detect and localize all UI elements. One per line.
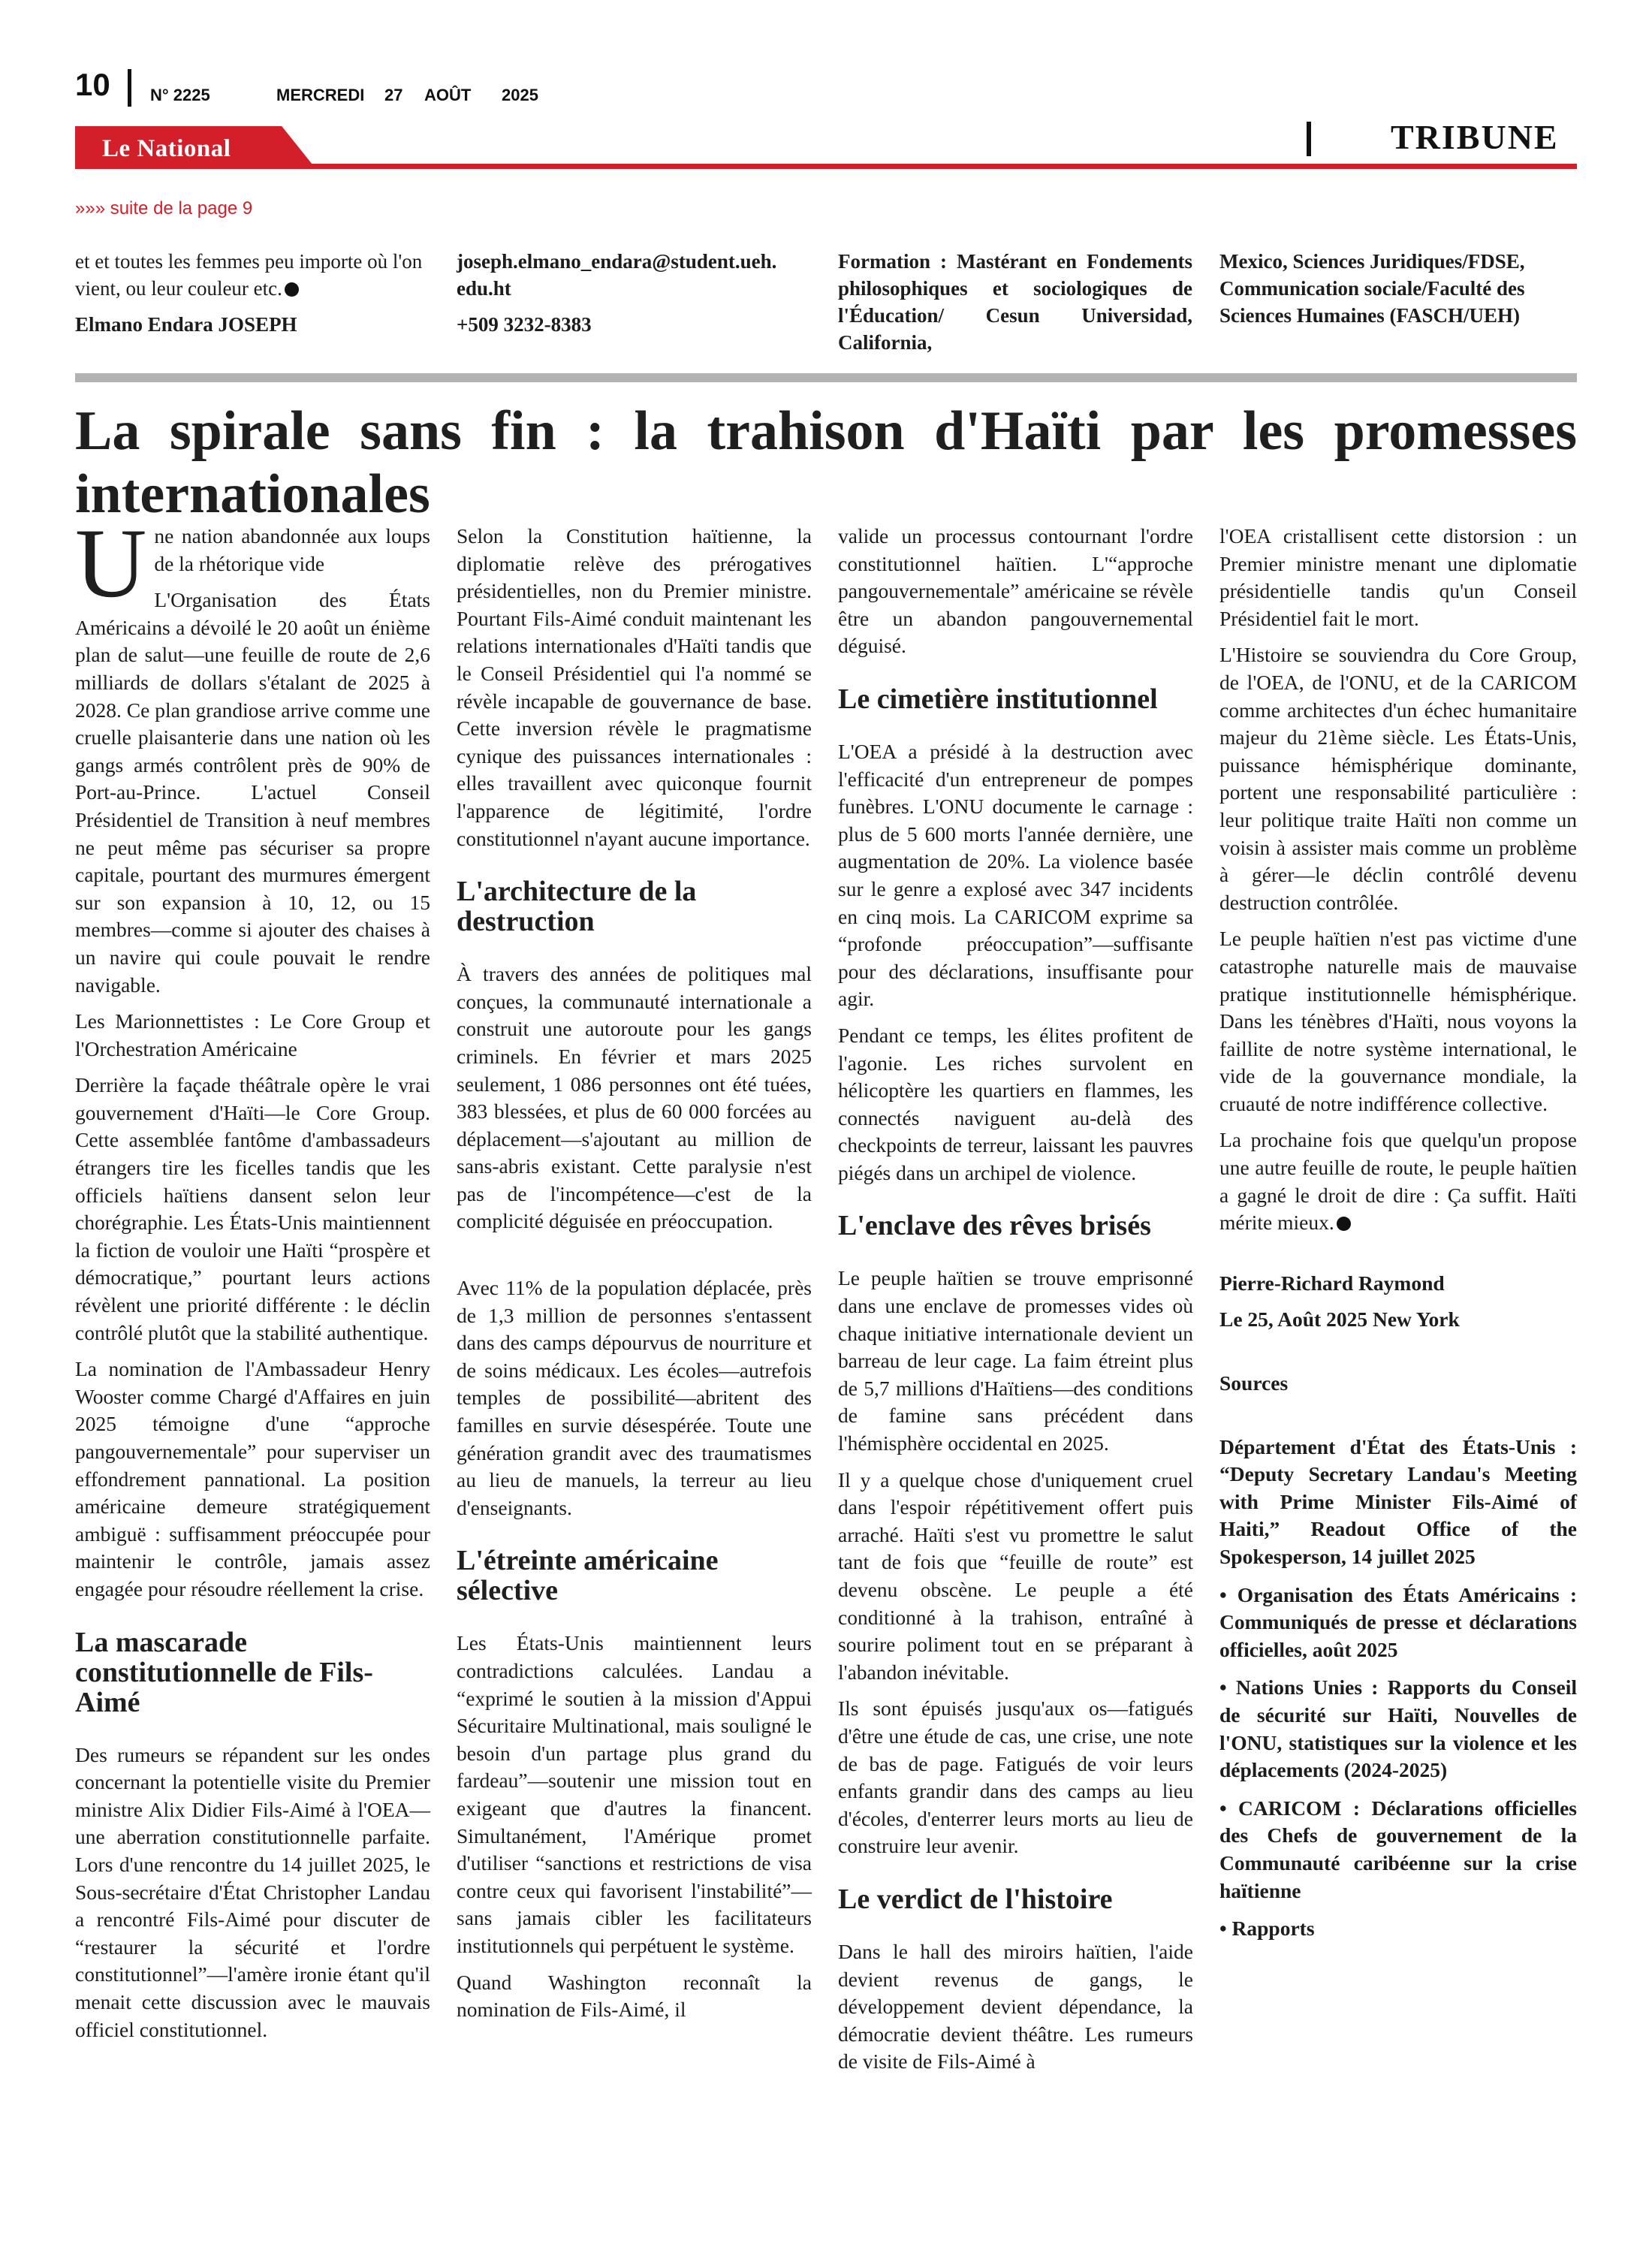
issue-month: AOÛT [424,86,472,104]
page-number: 10 [75,67,110,102]
author-formation [838,248,1192,356]
author-email: joseph.elmano_endara@student.ueh. edu.ht [457,250,777,300]
author-formation-text: Formation : Mastérant en Fondements philosophiques et sociologiques de l'Éducation/ Cesun Universidad, California, [838,250,1192,354]
previous-article-author: Elmano Endara JOSEPH [75,313,297,336]
subheading: L'architecture de la destruction [457,876,697,938]
subheading: Le cimetière institutionnel [838,683,1158,715]
previous-article-ending [75,248,430,338]
article-dateline: Le 25, Août 2025 New York [1219,1307,1460,1332]
header-red-rule [75,164,1577,169]
source-item: Département d'État des États-Unis : “Deputy Secretary Landau's Meeting with Prime Minister Fils-Aimé of Haiti,” Readout Office of the Spokesperson, 14 juillet 2025 [1219,1434,1577,1568]
article-author: Pierre-Richard Raymond [1219,1271,1445,1295]
paragraph: Derrière la façade théâtrale opère le vrai gouvernement d'Haïti—le Core Group. Cette assemblée fantôme d'ambassadeurs étrangers tire les ficelles tandis que les officiels haïtiens dansent selon leur chorégraphie. Les États-Unis maintiennent la fiction de vouloir une Haïti “prospère et démocratique,” pourtant leurs actions révèlent une priorité différente : le déclin contrôlé plutôt que la stabilité authentique. [75,1073,430,1344]
newspaper-brand: Le National [102,135,231,162]
end-of-article-dot-icon [285,282,299,297]
article-headline: La spirale sans fin : la trahison d'Haïti par les promesses internationales [75,400,1577,525]
paragraph: L'OEA a présidé à la destruction avec l'efficacité d'un entrepreneur de pompes funèbres. L'ONU documente le carnage : plus de 5 600 morts l'année dernière, une augmentation de 20%. La violence basée sur le genre a explosé avec 347 incidents en cinq mois. La CARICOM exprime sa “profonde préoccupation”—suffisante pour des déclarations, insuffisante pour agir. [838,739,1193,1011]
article-separator-rule [75,373,1577,382]
column-gap [457,1244,812,1274]
paragraph: Quand Washington reconnaît la nomination de Fils-Aimé, il [457,1970,812,2022]
source-item: • Rapports [1219,1917,1315,1941]
paragraph: Des rumeurs se répandent sur les ondes concernant la potentielle visite du Premier ministre Alix Didier Fils-Aimé à l'OEA—une aberration constitutionnelle parfaite. Lors d'une rencontre du 14 juillet 2025, le Sous-secrétaire d'État Christopher Landau a rencontré Fils-Aimé pour discuter de “restaurer la sécurité et l'ordre constitutionnel”—l'amère ironie étant qu'il menait cette discussion avec le mauvais officiel constitutionnel. [75,1742,430,2041]
page-number-divider [128,69,131,107]
paragraph: L'Organisation des États Américains a dévoilé le 20 août un énième plan de salut—une feuille de route de 2,6 milliards de dollars s'étalant de 2025 à 2028. Ce plan grandiose arrive comme une cruelle plaisanterie dans une nation où les gangs armés contrôlent près de 90% de Port-au-Prince. L'actuel Conseil Présidentiel de Transition à neuf membres ne peut même pas sécuriser sa propre capitale, pourtant des murmures émergent sur son expansion à 10, 12, ou 15 membres—comme si ajouter des chaises à un navire qui coule pouvait le rendre navigable. [75,588,430,997]
subheading: L'enclave des rêves brisés [838,1210,1151,1242]
paragraph: Il y a quelque chose d'uniquement cruel dans l'espoir répétitivement offert puis arraché. Haïti s'est vu promettre le salut tant de fois que “feuille de route” est devenu obscène. Le peuple a été conditionné à la trahison, entraîné à sourire poliment tout en se préparant à l'abandon inévitable. [838,1467,1193,1684]
section-name: TRIBUNE [1391,118,1559,156]
paragraph: À travers des années de politiques mal conçues, la communauté internationale a construit une autoroute pour les gangs criminels. En février et mars 2025 seulement, 1 086 personnes ont été tuées, 383 blessées, et plus de 60 000 forcées au déplacement—s'ajoutant au million de sans-abris existant. Cette paralysie n'est pas de l'incompétence—c'est de la complicité déguisée en préoccupation. [457,962,812,1233]
paragraph: valide un processus contournant l'ordre constitutionnel haïtien. L'“approche pangouvernementale” américaine se révèle être un abandon pangouvernemental déguisé. [838,524,1193,658]
paragraph: Selon la Constitution haïtienne, la diplomatie relève des prérogatives présidentielles, non du Premier ministre. Pourtant Fils-Aimé conduit maintenant les relations internationales d'Haïti tandis que le Conseil Présidentiel qui l'a nommé se révèle incapable de gouvernance de base. Cette inversion révèle le pragmatisme cynique des puissances internationales : elles travaillent avec quiconque fournit l'apparence de légitimité, l'ordre constitutionnel n'ayant aucune importance. [457,524,812,850]
paragraph: Les Marionnettistes : Le Core Group et l'Orchestration Américaine [75,1009,430,1060]
paragraph: Dans le hall des miroirs haïtien, l'aide devient revenus de gangs, le développement devient dépendance, la démocratie devient théâtre. Les rumeurs de visite de Fils-Aimé à [838,1939,1193,2074]
article-column-3 [838,523,1193,2085]
author-formation-text-cont: Mexico, Sciences Juridiques/FDSE, Communication sociale/Faculté des Sciences Humaines (FASCH/UEH) [1219,250,1525,327]
section-divider [1307,122,1311,156]
drop-cap: U [75,508,147,618]
sources-title: Sources [1219,1371,1289,1395]
issue-weekday: MERCREDI [276,86,365,104]
source-item: • CARICOM : Déclarations officielles des Chefs de gouvernement de la Communauté caribéenne sur la crise haïtienne [1219,1796,1577,1902]
sources-list [1219,1434,1577,1943]
paragraph: Les États-Unis maintiennent leurs contradictions calculées. Landau a “exprimé le soutien à la mission d'Appui Sécuritaire Multinational, mais souligné le besoin d'un partage plus grand du fardeau”—soutenir une mission tout en exigeant que d'autres la financent. Simultanément, l'Amérique promet d'utiliser “sanctions et restrictions de visa contre ceux qui favorisent l'instabilité”—sans jamais cibler les facilitateurs institutionnels qui perpétuent le système. [457,1631,812,1957]
author-formation-continued [1219,248,1577,329]
paragraph: La nomination de l'Ambassadeur Henry Wooster comme Chargé d'Affaires en juin 2025 témoigne d'une “approche pangouvernementale” pour superviser un effondrement pannational. La position américaine demeure stratégiquement ambiguë : suffisamment préoccupée pour maintenir le contrôle, jamais assez engagée pour résoudre réellement la crise. [75,1357,430,1600]
paragraph: Avec 11% de la population déplacée, près de 1,3 million de personnes s'entassent dans des camps dépourvus de nourriture et de soins médicaux. Les écoles—autrefois temples de possibilité—abritent des familles en survie désespérée. Toute une génération grandit avec des traumatismes au lieu de manuels, la terreur au lieu d'enseignants. [457,1276,812,1519]
paragraph: Le peuple haïtien se trouve emprisonné dans une enclave de promesses vides où chaque initiative internationale devient un barreau de leur cage. La faim étreint plus de 5,7 millions d'Haïtiens—des conditions de famine sans précédent dans l'hémisphère occidental en 2025. [838,1266,1193,1455]
paragraph: Le peuple haïtien n'est pas victime d'une catastrophe naturelle mais de mauvaise pratique institutionnelle hémisphérique. Dans les ténèbres d'Haïti, nous voyons la faillite de notre système international, le vide de la gouvernance mondiale, la cruauté de notre indifférence collective. [1219,927,1577,1115]
article-column-1 [75,508,430,2052]
continued-from-link: »»» suite de la page 9 [75,198,253,219]
previous-article-contact [457,248,809,338]
subheading: L'étreinte américaine sélective [457,1545,719,1607]
issue-year: 2025 [502,86,538,104]
source-item: • Organisation des États Américains : Communiqués de presse et déclarations officielles, août 2025 [1219,1582,1577,1661]
issue-day: 27 [384,86,403,104]
article-column-2 [457,523,812,2033]
author-phone: +509 3232-8383 [457,313,592,336]
source-item: • Nations Unies : Rapports du Conseil de sécurité sur Haïti, Nouvelles de l'ONU, statistiques sur la violence et les déplacements (2024-2025) [1219,1675,1577,1782]
paragraph: l'OEA cristallisent cette distorsion : un Premier ministre menant une diplomatie présidentielle tandis qu'un Conseil Présidentiel fait le mort. [1219,524,1577,630]
issue-number: N° 2225 [150,86,210,104]
paragraph: Ils sont épuisés jusqu'aux os—fatigués d'être une étude de cas, une crise, une note de bas de page. Fatigués de voir leurs enfants grandir dans des camps au lieu d'écoles, d'enterrer leurs morts au lieu de construire leur avenir. [838,1697,1193,1858]
previous-article-closing-text: et et toutes les femmes peu importe où l'on vient, ou leur couleur etc. [75,250,423,300]
paragraph: L'Histoire se souviendra du Core Group, de l'OEA, de l'ONU, et de la CARICOM comme architectes d'un échec humanitaire majeur du 21ème siècle. Les États-Unis, puissance hémisphérique dominante, portent une responsabilité particulière : leur politique traite Haïti non comme un voisin à assister mais comme un problème à gérer—le déclin contrôlé devenu destruction contrôlée. [1219,643,1577,914]
closing-paragraph: La prochaine fois que quelqu'un propose une autre feuille de route, le peuple haïtien a gagné le droit de dire : Ça suffit. Haïti mérite mieux. [1219,1128,1577,1235]
article-lede: Une nation abandonnée aux loups de la rhétorique vide [75,508,430,618]
subheading: Le verdict de l'histoire [838,1883,1113,1915]
end-of-article-dot-icon [1337,1217,1351,1231]
paragraph: Pendant ce temps, les élites profitent de l'agonie. Les riches survolent en hélicoptère les quartiers en flammes, les connectés naviguent au-delà des checkpoints de terreur, laissant les pauvres piégés dans un archipel de violence. [838,1023,1193,1184]
article-column-4 [1219,523,1577,1953]
subheading: La mascarade constitutionnelle de Fils-Aimé [75,1626,373,1718]
